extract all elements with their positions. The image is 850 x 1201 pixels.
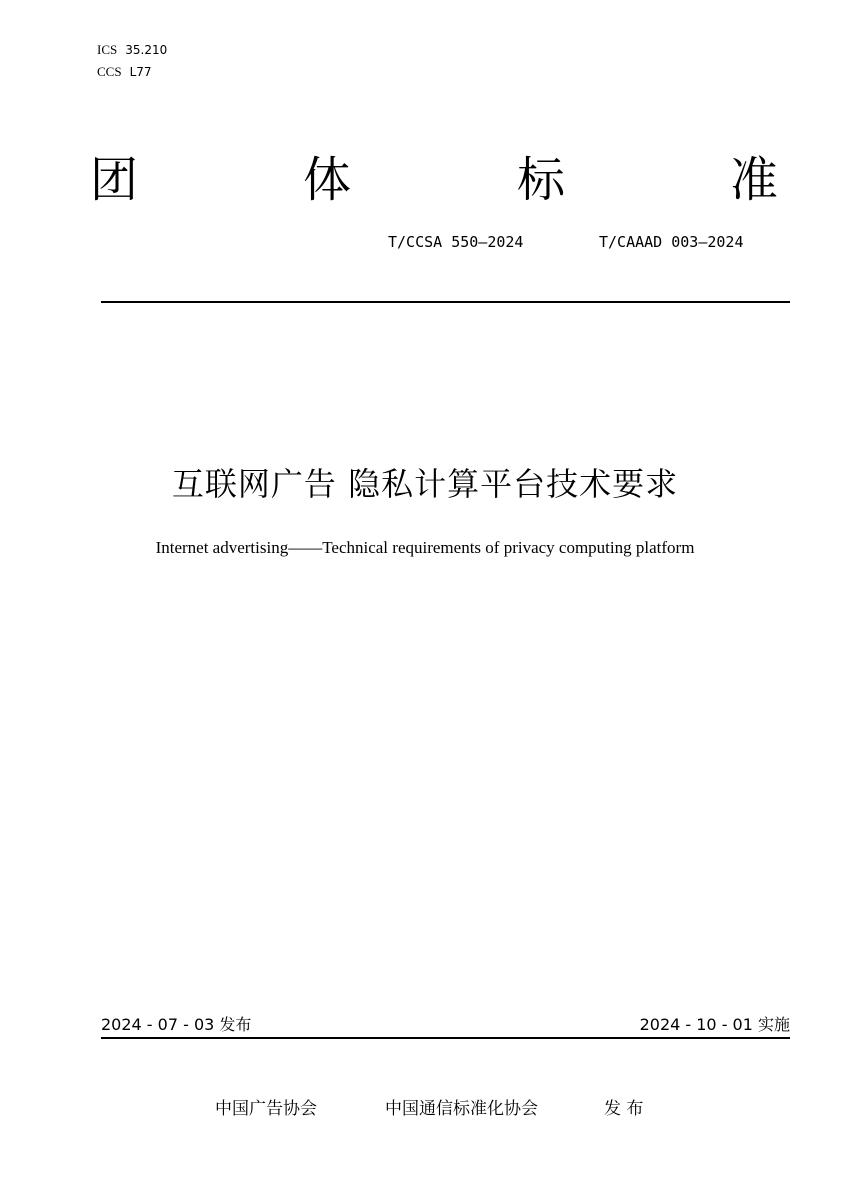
ccs-label: CCS — [97, 64, 122, 79]
ics-value: 35.210 — [125, 43, 168, 57]
standard-number-ccsa: T/CCSA 550—2024 — [388, 233, 524, 251]
publish-word: 发 布 — [604, 1099, 644, 1119]
standard-type-char: 体 — [303, 152, 352, 208]
standard-type-char: 标 — [517, 152, 566, 208]
standard-type-char: 准 — [730, 152, 779, 208]
top-divider — [101, 301, 790, 303]
standard-number-caaad: T/CAAAD 003—2024 — [599, 233, 744, 251]
ccs-value: L77 — [129, 65, 152, 79]
implement-date: 2024 - 10 - 01 实施 — [639, 1015, 790, 1034]
ics-code — [97, 42, 167, 59]
bottom-divider — [101, 1037, 790, 1039]
standard-type-char: 团 — [90, 152, 139, 208]
document-title-cn: 互联网广告 隐私计算平台技术要求 — [171, 465, 679, 503]
document-title-en: Internet advertising——Technical requirements of privacy computing platform — [155, 538, 695, 557]
ccs-code — [97, 64, 152, 81]
publisher-caa: 中国广告协会 — [215, 1099, 317, 1119]
publish-date: 2024 - 07 - 03 发布 — [101, 1015, 252, 1034]
publisher-ccsa: 中国通信标准化协会 — [385, 1099, 538, 1119]
ics-label: ICS — [97, 42, 118, 57]
